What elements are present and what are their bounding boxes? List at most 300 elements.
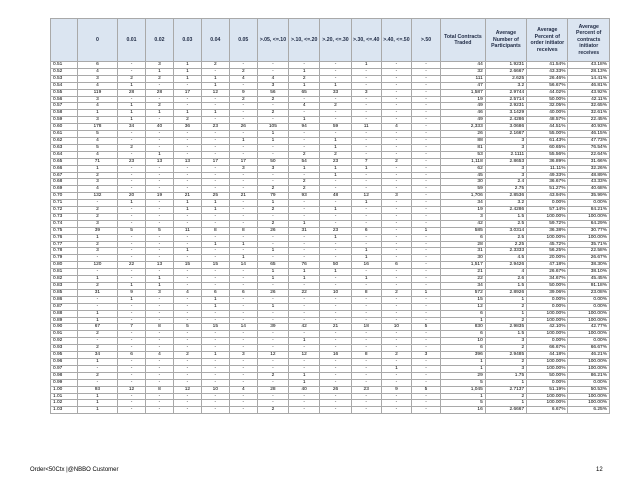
table-cell: 8 [146, 386, 174, 393]
table-cell: 1 [320, 234, 351, 241]
table-cell: - [229, 200, 257, 207]
table-cell: - [289, 110, 320, 117]
table-cell: 19 [441, 207, 486, 214]
table-cell: 1 [118, 200, 146, 207]
table-cell: - [173, 400, 201, 407]
table-row [51, 68, 610, 75]
table-cell: - [173, 137, 201, 144]
table-cell: 36.67% [527, 179, 568, 186]
table-cell: 2 [77, 207, 117, 214]
table-cell: - [146, 179, 174, 186]
table-cell: - [257, 179, 288, 186]
table-cell: 100.00% [527, 331, 568, 338]
table-cell: - [229, 144, 257, 151]
table-cell: 59 [320, 124, 351, 131]
table-cell: 4 [146, 352, 174, 359]
table-cell: 93 [77, 386, 117, 393]
table-cell: - [201, 131, 229, 138]
table-cell: 49 [441, 103, 486, 110]
table-cell: - [173, 358, 201, 365]
table-cell: - [118, 241, 146, 248]
table-cell: 67 [77, 324, 117, 331]
table-cell: 43.18% [568, 62, 610, 69]
table-cell: - [201, 283, 229, 290]
table-cell: 22 [118, 262, 146, 269]
row-header-cell: 0.62 [51, 137, 78, 144]
table-cell: - [381, 276, 411, 283]
table-cell: - [173, 186, 201, 193]
table-cell: - [146, 131, 174, 138]
table-cell: 40 [146, 124, 174, 131]
report-table-container [50, 18, 610, 414]
table-cell: 5 [146, 227, 174, 234]
table-cell: - [411, 296, 440, 303]
table-cell: 43.33% [568, 179, 610, 186]
table-cell: 6.25% [568, 407, 610, 414]
table-cell: 120 [77, 262, 117, 269]
table-cell: 100.00% [527, 358, 568, 365]
table-cell: - [146, 255, 174, 262]
row-header-cell: 0.65 [51, 158, 78, 165]
table-cell: 12 [173, 386, 201, 393]
table-cell: 1 [411, 289, 440, 296]
table-cell: 1 [173, 200, 201, 207]
table-cell: 19 [146, 193, 174, 200]
table-cell: - [77, 338, 117, 345]
table-cell: - [351, 400, 381, 407]
table-cell: 5 [411, 324, 440, 331]
table-cell: 1.5 [485, 283, 526, 290]
table-cell: 1 [201, 303, 229, 310]
table-cell: 65 [289, 89, 320, 96]
table-cell: - [351, 407, 381, 414]
table-cell: - [381, 89, 411, 96]
table-cell: - [229, 151, 257, 158]
table-cell: 100.00% [568, 331, 610, 338]
table-cell: 21 [173, 193, 201, 200]
table-cell: 50.00% [527, 372, 568, 379]
table-cell: - [146, 331, 174, 338]
row-header-cell: 0.57 [51, 103, 78, 110]
table-cell: 1 [77, 358, 117, 365]
table-cell: 1 [441, 365, 486, 372]
table-cell: - [381, 331, 411, 338]
table-cell: - [229, 345, 257, 352]
table-cell: 3.0314 [485, 227, 526, 234]
table-cell: 1.5 [485, 213, 526, 220]
table-cell: - [173, 283, 201, 290]
table-cell: - [173, 365, 201, 372]
table-cell: - [289, 358, 320, 365]
table-cell: 62 [441, 165, 486, 172]
table-cell: - [411, 317, 440, 324]
table-cell: 2 [257, 96, 288, 103]
table-cell: - [146, 317, 174, 324]
table-cell: 20 [118, 193, 146, 200]
table-cell: - [173, 393, 201, 400]
table-cell: - [201, 172, 229, 179]
table-cell: - [118, 62, 146, 69]
table-cell: 0.00% [568, 200, 610, 207]
table-cell: - [229, 331, 257, 338]
table-cell: - [411, 358, 440, 365]
table-cell: 2.9835 [485, 324, 526, 331]
table-cell: - [381, 372, 411, 379]
table-cell: - [229, 172, 257, 179]
table-cell: - [201, 151, 229, 158]
table-cell: 44.51% [527, 124, 568, 131]
table-cell: 3 [146, 289, 174, 296]
table-cell: 11 [351, 124, 381, 131]
table-cell: - [201, 400, 229, 407]
table-cell: 59 [441, 186, 486, 193]
table-cell: - [411, 345, 440, 352]
table-cell: - [118, 96, 146, 103]
table-cell: - [411, 372, 440, 379]
table-cell: - [320, 68, 351, 75]
table-cell: 31 [289, 227, 320, 234]
table-cell: - [173, 407, 201, 414]
table-row [51, 96, 610, 103]
table-cell: 100.00% [568, 358, 610, 365]
table-cell: - [381, 283, 411, 290]
table-cell: 1 [173, 110, 201, 117]
row-header-cell: 0.95 [51, 352, 78, 359]
table-cell: 100.00% [527, 213, 568, 220]
table-cell: 1 [257, 131, 288, 138]
table-cell: 2 [77, 345, 117, 352]
table-cell: 6 [441, 345, 486, 352]
table-cell: 45.45% [568, 276, 610, 283]
table-cell: 26 [441, 131, 486, 138]
table-cell: - [320, 400, 351, 407]
table-cell: 12 [441, 303, 486, 310]
table-cell: 50 [257, 158, 288, 165]
table-cell: 43.92% [568, 89, 610, 96]
table-cell: 3 [485, 137, 526, 144]
table-cell: 3 [351, 89, 381, 96]
table-cell: 1 [351, 248, 381, 255]
table-cell: - [257, 213, 288, 220]
table-cell: 22.64% [568, 151, 610, 158]
table-cell: 1 [118, 296, 146, 303]
table-cell: 4 [173, 289, 201, 296]
table-cell: 1,045 [441, 386, 486, 393]
table-cell: 48 [320, 193, 351, 200]
table-cell: - [146, 172, 174, 179]
table-cell: 15 [441, 296, 486, 303]
table-cell: - [381, 137, 411, 144]
column-header: 0.05 [229, 19, 257, 62]
table-cell: 0.00% [568, 296, 610, 303]
column-header: >.10, <=.20 [289, 19, 320, 62]
table-cell: - [351, 241, 381, 248]
table-cell: 34.67% [527, 276, 568, 283]
table-cell: 1 [351, 200, 381, 207]
table-cell: - [146, 207, 174, 214]
table-cell: - [320, 75, 351, 82]
table-cell: - [411, 165, 440, 172]
table-cell: 18 [351, 324, 381, 331]
table-cell: 1 [173, 248, 201, 255]
table-cell: 53 [441, 151, 486, 158]
table-cell: - [289, 303, 320, 310]
table-cell: 2.75 [485, 186, 526, 193]
table-cell: 1 [173, 62, 201, 69]
table-cell: 4 [77, 151, 117, 158]
table-cell: 132 [77, 193, 117, 200]
row-header-cell: 1.03 [51, 407, 78, 414]
table-row [51, 379, 610, 386]
row-header-cell: 0.89 [51, 317, 78, 324]
table-row [51, 207, 610, 214]
table-cell: 65 [257, 262, 288, 269]
table-cell: - [229, 213, 257, 220]
table-cell: 1 [77, 234, 117, 241]
table-cell: 1 [146, 151, 174, 158]
table-cell: - [146, 200, 174, 207]
table-cell: 100.00% [527, 393, 568, 400]
row-header-cell: 0.80 [51, 262, 78, 269]
column-header: Total Contracts Traded [441, 19, 486, 62]
table-cell: 44 [441, 62, 486, 69]
table-cell: 3 [257, 82, 288, 89]
table-cell: 9 [118, 289, 146, 296]
table-cell: - [289, 207, 320, 214]
table-cell: 46.15% [568, 131, 610, 138]
table-cell: 38.10% [568, 269, 610, 276]
row-header-cell: 1.02 [51, 400, 78, 407]
table-row [51, 131, 610, 138]
table-cell: - [351, 220, 381, 227]
table-cell: 28 [146, 89, 174, 96]
table-cell: 100.00% [568, 393, 610, 400]
row-header-cell: 0.97 [51, 365, 78, 372]
table-cell: 4 [77, 103, 117, 110]
table-cell: - [289, 365, 320, 372]
table-cell: - [118, 400, 146, 407]
table-cell: 8 [146, 324, 174, 331]
row-header-cell: 0.86 [51, 296, 78, 303]
table-row [51, 331, 610, 338]
table-cell: 100.00% [568, 400, 610, 407]
table-cell: 30 [441, 179, 486, 186]
table-cell: - [411, 62, 440, 69]
table-cell: 2 [77, 283, 117, 290]
table-cell: - [201, 255, 229, 262]
table-cell: 84.21% [568, 207, 610, 214]
table-cell: - [381, 296, 411, 303]
table-cell: 2.9744 [485, 89, 526, 96]
table-cell: 2 [257, 407, 288, 414]
table-cell: 4 [229, 75, 257, 82]
table-cell: - [411, 75, 440, 82]
table-cell: 6 [351, 227, 381, 234]
table-cell: - [118, 68, 146, 75]
table-cell: 88 [441, 137, 486, 144]
table-cell: 8 [351, 352, 381, 359]
table-cell: - [229, 358, 257, 365]
table-cell: 49 [441, 117, 486, 124]
table-cell: 1 [77, 400, 117, 407]
table-cell: - [173, 317, 201, 324]
table-cell: - [381, 82, 411, 89]
table-cell: - [201, 117, 229, 124]
table-cell: 8 [351, 289, 381, 296]
row-header-cell: 0.68 [51, 179, 78, 186]
table-row [51, 303, 610, 310]
table-cell: - [411, 207, 440, 214]
table-cell: - [381, 255, 411, 262]
table-cell: - [320, 186, 351, 193]
column-header: >.05, <=.10 [257, 19, 288, 62]
table-cell: - [289, 62, 320, 69]
table-cell: 44.18% [527, 352, 568, 359]
table-cell: 10 [441, 338, 486, 345]
table-cell: 22 [289, 289, 320, 296]
table-cell: - [201, 103, 229, 110]
table-cell: 100.00% [568, 365, 610, 372]
table-cell: 4.5 [485, 255, 526, 262]
table-cell: - [381, 68, 411, 75]
table-cell: - [381, 400, 411, 407]
table-row [51, 358, 610, 365]
row-header-cell: 0.64 [51, 151, 78, 158]
table-cell: - [320, 372, 351, 379]
table-cell: 31 [441, 248, 486, 255]
column-header: 0.02 [146, 19, 174, 62]
table-cell: 12 [257, 352, 288, 359]
table-cell: 1 [146, 110, 174, 117]
table-cell: - [320, 310, 351, 317]
table-cell: 1 [257, 248, 288, 255]
table-cell: 4 [77, 137, 117, 144]
table-cell: - [289, 331, 320, 338]
table-cell: - [289, 131, 320, 138]
table-row [51, 407, 610, 414]
table-cell: 1 [257, 269, 288, 276]
table-header [51, 19, 610, 62]
table-cell: 100.00% [527, 310, 568, 317]
table-cell: 23.08% [568, 289, 610, 296]
table-cell: - [201, 358, 229, 365]
table-cell: 21 [320, 324, 351, 331]
table-cell: - [257, 283, 288, 290]
column-header: 0.04 [201, 19, 229, 62]
table-cell: - [173, 165, 201, 172]
table-row [51, 310, 610, 317]
table-cell: 86.21% [568, 372, 610, 379]
table-cell: 1 [173, 75, 201, 82]
table-cell: - [381, 103, 411, 110]
table-cell: 26 [257, 289, 288, 296]
table-cell: 1 [289, 68, 320, 75]
table-cell: 0.00% [527, 296, 568, 303]
table-cell: - [257, 255, 288, 262]
table-cell: - [320, 248, 351, 255]
table-cell: 2 [77, 241, 117, 248]
table-cell: - [411, 262, 440, 269]
table-cell: 2.1111 [485, 151, 526, 158]
table-cell: 54 [289, 158, 320, 165]
table-cell: 1 [289, 379, 320, 386]
table-cell: 1 [257, 137, 288, 144]
row-header-cell: 0.93 [51, 345, 78, 352]
table-cell: - [381, 207, 411, 214]
table-cell: - [411, 89, 440, 96]
row-header-cell: 0.96 [51, 358, 78, 365]
table-cell: 2 [289, 151, 320, 158]
table-cell: - [173, 172, 201, 179]
table-cell: - [118, 234, 146, 241]
table-cell: - [118, 276, 146, 283]
table-cell: 32.65% [568, 103, 610, 110]
table-cell: 42 [289, 324, 320, 331]
table-cell: - [118, 269, 146, 276]
table-cell: - [257, 400, 288, 407]
table-cell: - [381, 186, 411, 193]
table-cell: - [411, 241, 440, 248]
table-cell: 1 [201, 110, 229, 117]
table-cell: - [411, 179, 440, 186]
table-cell: 585 [441, 227, 486, 234]
table-cell: - [118, 248, 146, 255]
table-cell: 2 [229, 96, 257, 103]
row-header-cell: 0.73 [51, 213, 78, 220]
table-cell: - [381, 310, 411, 317]
table-cell: 2 [381, 289, 411, 296]
table-cell: - [229, 110, 257, 117]
table-row [51, 393, 610, 400]
table-cell: - [320, 358, 351, 365]
table-cell: - [173, 144, 201, 151]
table-cell: - [173, 276, 201, 283]
table-cell: - [320, 393, 351, 400]
table-cell: - [351, 75, 381, 82]
order-statistics-table [50, 18, 610, 414]
table-cell: 12 [351, 193, 381, 200]
table-cell: 2 [289, 75, 320, 82]
table-cell: 2 [146, 103, 174, 110]
table-cell: - [118, 151, 146, 158]
table-cell: - [411, 276, 440, 283]
table-cell: 28 [118, 89, 146, 96]
table-cell: - [381, 407, 411, 414]
table-cell: 40.68% [568, 186, 610, 193]
table-cell: 46.21% [568, 352, 610, 359]
table-cell: 11 [173, 227, 201, 234]
table-cell: 23 [201, 124, 229, 131]
table-cell: 31 [77, 289, 117, 296]
table-cell: - [201, 338, 229, 345]
table-cell: 3.0686 [485, 124, 526, 131]
table-cell: 1 [201, 82, 229, 89]
table-cell: 3 [77, 96, 117, 103]
table-cell: - [411, 110, 440, 117]
table-cell: - [320, 220, 351, 227]
table-row [51, 151, 610, 158]
table-cell: - [118, 213, 146, 220]
table-cell: - [229, 303, 257, 310]
table-cell: 30.77% [568, 227, 610, 234]
table-cell: 2.7137 [485, 386, 526, 393]
table-cell: 3 [485, 338, 526, 345]
table-cell: 55.00% [527, 131, 568, 138]
row-header-cell: 0.52 [51, 68, 78, 75]
table-cell: 9 [229, 89, 257, 96]
table-cell: 17 [173, 89, 201, 96]
table-cell: - [289, 317, 320, 324]
